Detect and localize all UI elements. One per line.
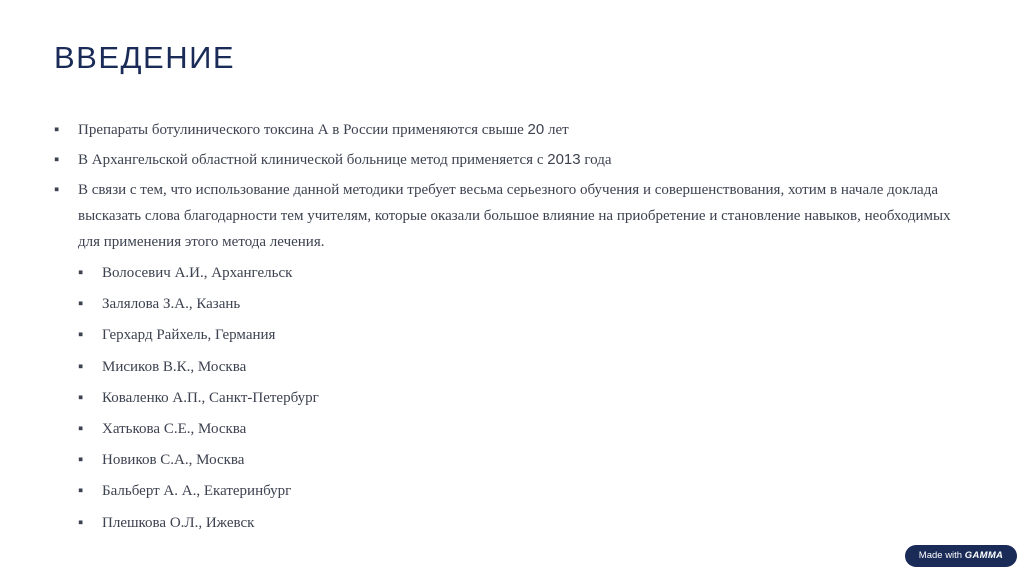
bullet-number: 2013 <box>547 151 581 168</box>
bullet-marker: ▪ <box>78 265 84 281</box>
bullet-marker: ▪ <box>54 152 60 168</box>
list-item <box>78 414 954 445</box>
bullet-marker: ▪ <box>78 327 84 344</box>
bullet-item-years <box>54 117 954 143</box>
gamma-logo: GAMMA <box>964 550 1004 561</box>
badge-made-with-text: Made with <box>918 550 963 561</box>
list-item <box>78 289 954 320</box>
teacher-name: Новиков С.А., Москва <box>102 452 245 469</box>
teacher-name: Волосевич А.И., Архангельск <box>102 265 293 281</box>
list-item <box>78 476 954 507</box>
bullet-item-since <box>54 147 954 173</box>
bullet-list <box>54 117 954 543</box>
bullet-marker: ▪ <box>78 452 84 469</box>
teacher-name: Залялова З.А., Казань <box>102 296 241 313</box>
bullet-item-gratitude <box>54 177 954 539</box>
bullet-marker: ▪ <box>78 421 84 438</box>
teacher-name: Плешкова О.Л., Ижевск <box>102 514 255 531</box>
list-item <box>78 383 954 414</box>
bullet-text: года <box>580 152 612 168</box>
bullet-marker: ▪ <box>54 182 60 198</box>
teacher-name: Герхард Райхель, Германия <box>102 327 276 344</box>
teacher-name: Хатькова С.Е., Москва <box>102 421 247 438</box>
list-item <box>78 352 954 383</box>
list-item <box>78 320 954 351</box>
bullet-marker: ▪ <box>54 122 60 138</box>
bullet-text: В Архангельской областной клинической больнице метод применяется с <box>78 152 548 168</box>
bullet-number: 20 <box>527 121 545 138</box>
bullet-text: лет <box>544 122 569 138</box>
bullet-marker: ▪ <box>78 389 84 406</box>
bullet-text: Препараты ботулинического токсина А в России применяются свыше <box>78 122 528 138</box>
list-item <box>78 258 954 289</box>
slide-title: ВВЕДЕНИЕ <box>54 40 236 75</box>
list-item <box>78 508 954 539</box>
list-item <box>78 445 954 476</box>
bullet-marker: ▪ <box>78 514 84 531</box>
teacher-list <box>78 258 954 539</box>
teacher-name: Бальберт А. А., Екатеринбург <box>102 483 292 500</box>
teacher-name: Коваленко А.П., Санкт-Петербург <box>102 389 319 406</box>
bullet-marker: ▪ <box>78 483 84 500</box>
teacher-name: Мисиков В.К., Москва <box>102 358 247 375</box>
bullet-marker: ▪ <box>78 358 84 375</box>
made-with-gamma-badge[interactable] <box>905 545 1017 567</box>
bullet-text: В связи с тем, что использование данной методики требует весьма серьезного обучения и совершенствования, хотим в начале доклада высказать слова благодарности тем учителям, которые оказали большое влияние на приобретение и становление навыков, необходимых для применения этого метода лечения. <box>78 182 951 250</box>
bullet-marker: ▪ <box>78 296 84 313</box>
